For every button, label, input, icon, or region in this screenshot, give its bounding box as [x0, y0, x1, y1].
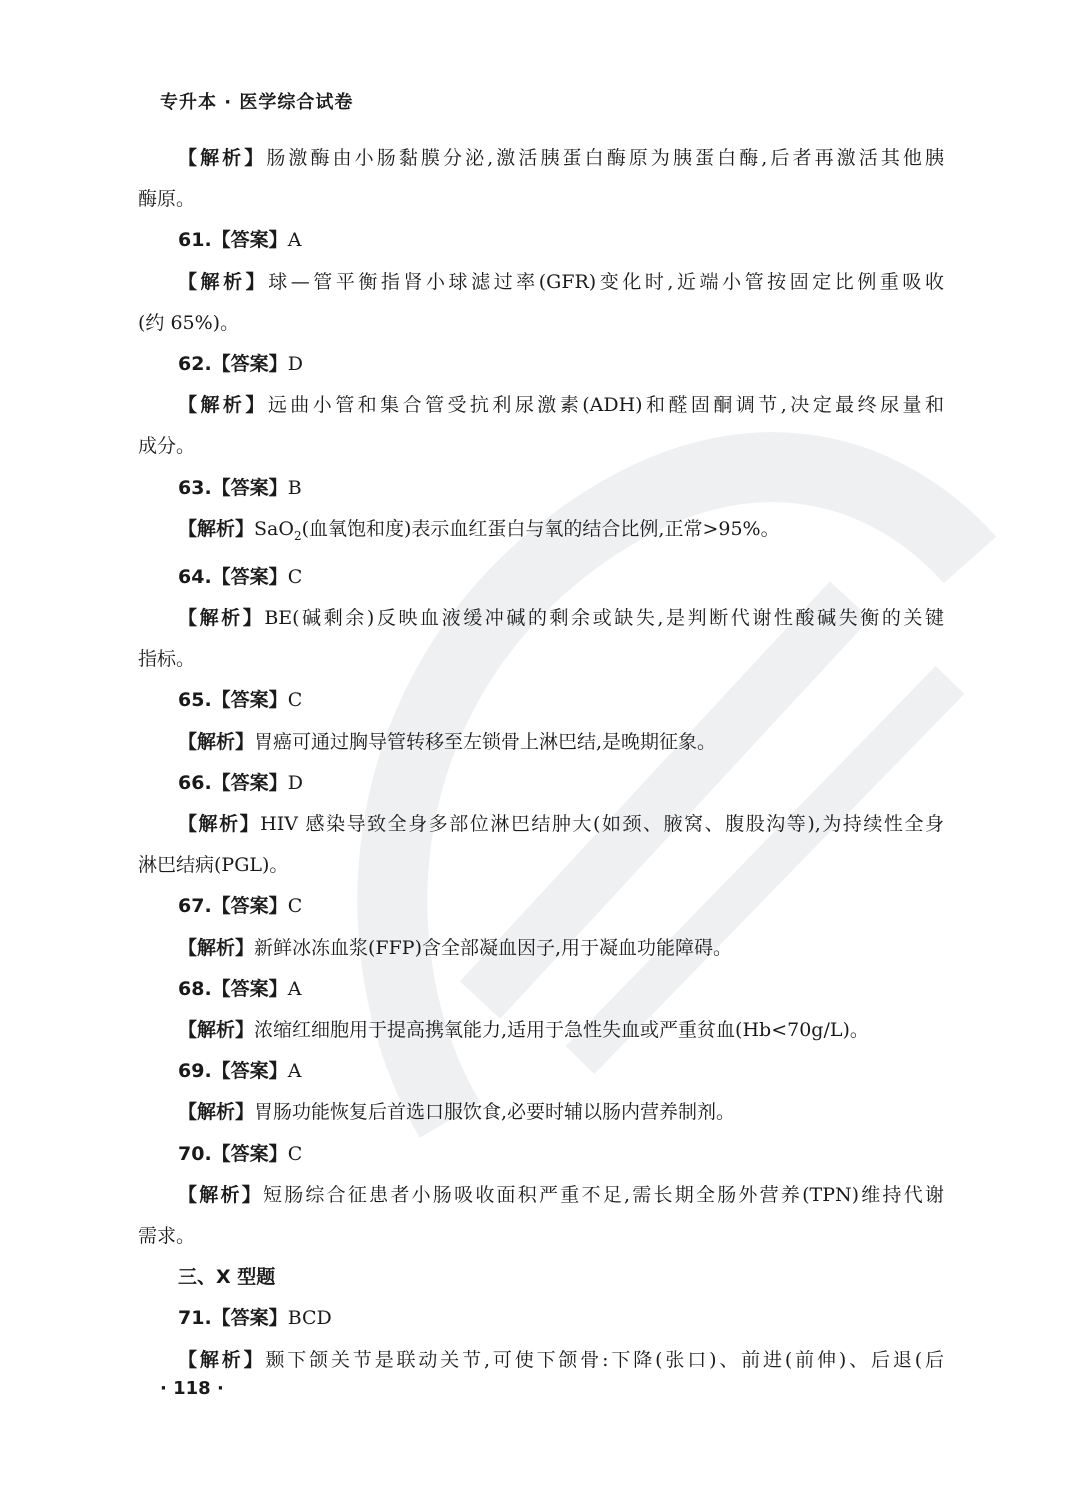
answer-value: A — [287, 1060, 302, 1083]
question-number: 66. — [178, 771, 212, 794]
analysis-line — [138, 1340, 944, 1381]
analysis-tag: 【解析】 — [178, 936, 255, 959]
answer-tag: 【答案】 — [211, 977, 288, 1000]
answer-line — [138, 344, 944, 385]
answer-tag: 【答案】 — [211, 1307, 288, 1330]
continuation-line — [138, 845, 944, 886]
analysis-tag: 【解析】 — [178, 813, 261, 836]
analysis-line — [138, 1010, 944, 1051]
section-title: 三、X 型题 — [178, 1266, 276, 1289]
answer-line — [138, 1134, 944, 1175]
question-number: 65. — [178, 689, 212, 712]
answer-analysis-body — [138, 138, 944, 1381]
answer-value: D — [287, 771, 303, 794]
analysis-line — [138, 1092, 944, 1133]
analysis-text: (约 65%)。 — [138, 311, 240, 334]
analysis-tag: 【解析】 — [178, 1101, 255, 1124]
answer-value: D — [287, 353, 303, 376]
answer-value: B — [287, 476, 302, 499]
continuation-line — [138, 303, 944, 344]
answer-tag: 【答案】 — [211, 895, 288, 918]
answer-line — [138, 557, 944, 598]
continuation-line — [138, 1216, 944, 1257]
page-header: 专升本 · 医学综合试卷 — [160, 92, 354, 113]
analysis-text: 指标。 — [138, 648, 196, 671]
answer-line — [138, 220, 944, 261]
analysis-text: (血氧饱和度)表示血红蛋白与氧的结合比例,正常>95%。 — [301, 517, 780, 540]
answer-tag: 【答案】 — [211, 565, 288, 588]
answer-value: BCD — [287, 1307, 332, 1330]
answer-line — [138, 763, 944, 804]
continuation-line — [138, 426, 944, 467]
page-number: · 118 · — [160, 1378, 224, 1399]
question-number: 61. — [178, 229, 212, 252]
analysis-line — [138, 928, 944, 969]
question-number: 62. — [178, 353, 212, 376]
answer-line — [138, 886, 944, 927]
question-number: 68. — [178, 977, 212, 1000]
analysis-line — [138, 509, 944, 557]
answer-line — [138, 969, 944, 1010]
subscript: 2 — [293, 528, 302, 543]
question-number: 64. — [178, 565, 212, 588]
analysis-text: 酶原。 — [138, 188, 196, 211]
answer-value: C — [287, 689, 303, 712]
analysis-line — [138, 138, 944, 179]
question-number: 71. — [178, 1307, 212, 1330]
analysis-text: BE(碱剩余)反映血液缓冲碱的剩余或缺失,是判断代谢性酸碱失衡的关键 — [264, 607, 944, 630]
analysis-tag: 【解析】 — [178, 1019, 255, 1042]
answer-value: C — [287, 565, 303, 588]
analysis-text: 球—管平衡指肾小球滤过率(GFR)变化时,近端小管按固定比例重吸收 — [268, 270, 944, 293]
answer-value: A — [287, 229, 302, 252]
analysis-line — [138, 598, 944, 639]
analysis-line — [138, 262, 944, 303]
analysis-text: 新鲜冰冻血浆(FFP)含全部凝血因子,用于凝血功能障碍。 — [254, 936, 733, 959]
answer-line — [138, 468, 944, 509]
analysis-tag: 【解析】 — [178, 147, 267, 169]
analysis-tag: 【解析】 — [178, 1348, 266, 1371]
analysis-line — [138, 1175, 944, 1216]
answer-value: A — [287, 977, 302, 1000]
analysis-text: 颞下颌关节是联动关节,可使下颌骨:下降(张口)、前进(前伸)、后退(后 — [265, 1348, 944, 1371]
question-number: 63. — [178, 476, 212, 499]
answer-tag: 【答案】 — [211, 771, 288, 794]
analysis-text: 胃癌可通过胸导管转移至左锁骨上淋巴结,是晚期征象。 — [254, 730, 717, 753]
continuation-line — [138, 639, 944, 680]
analysis-text: 胃肠功能恢复后首选口服饮食,必要时辅以肠内营养制剂。 — [254, 1101, 736, 1124]
question-number: 69. — [178, 1060, 212, 1083]
question-number: 70. — [178, 1142, 212, 1165]
analysis-text: 短肠综合征患者小肠吸收面积严重不足,需长期全肠外营养(TPN)维持代谢 — [262, 1183, 944, 1206]
answer-tag: 【答案】 — [211, 229, 288, 252]
analysis-text: SaO — [254, 517, 294, 540]
continuation-line — [138, 179, 944, 220]
analysis-tag: 【解析】 — [178, 517, 255, 540]
answer-tag: 【答案】 — [211, 353, 288, 376]
question-number: 67. — [178, 895, 212, 918]
analysis-tag: 【解析】 — [178, 1183, 263, 1206]
answer-value: C — [287, 1142, 303, 1165]
analysis-text: HIV 感染导致全身多部位淋巴结肿大(如颈、腋窝、腹股沟等),为持续性全身 — [260, 813, 944, 836]
answer-value: C — [287, 895, 303, 918]
answer-tag: 【答案】 — [211, 1142, 288, 1165]
analysis-text: 淋巴结病(PGL)。 — [138, 854, 289, 877]
section-heading — [138, 1257, 944, 1298]
answer-tag: 【答案】 — [211, 476, 288, 499]
answer-line — [138, 1298, 944, 1339]
answer-tag: 【答案】 — [211, 1060, 288, 1083]
analysis-line — [138, 722, 944, 763]
analysis-tag: 【解析】 — [178, 730, 255, 753]
analysis-text: 远曲小管和集合管受抗利尿激素(ADH)和醛固酮调节,决定最终尿量和 — [267, 394, 944, 417]
analysis-text: 成分。 — [138, 435, 196, 458]
analysis-tag: 【解析】 — [178, 270, 269, 293]
answer-line — [138, 1051, 944, 1092]
analysis-tag: 【解析】 — [178, 394, 268, 417]
analysis-line — [138, 385, 944, 426]
analysis-text: 肠激酶由小肠黏膜分泌,激活胰蛋白酶原为胰蛋白酶,后者再激活其他胰 — [266, 147, 944, 169]
answer-tag: 【答案】 — [211, 689, 288, 712]
answer-line — [138, 680, 944, 721]
analysis-tag: 【解析】 — [178, 607, 265, 630]
analysis-text: 需求。 — [138, 1225, 196, 1248]
analysis-text: 浓缩红细胞用于提高携氧能力,适用于急性失血或严重贫血(Hb<70g/L)。 — [254, 1019, 869, 1042]
analysis-line — [138, 804, 944, 845]
